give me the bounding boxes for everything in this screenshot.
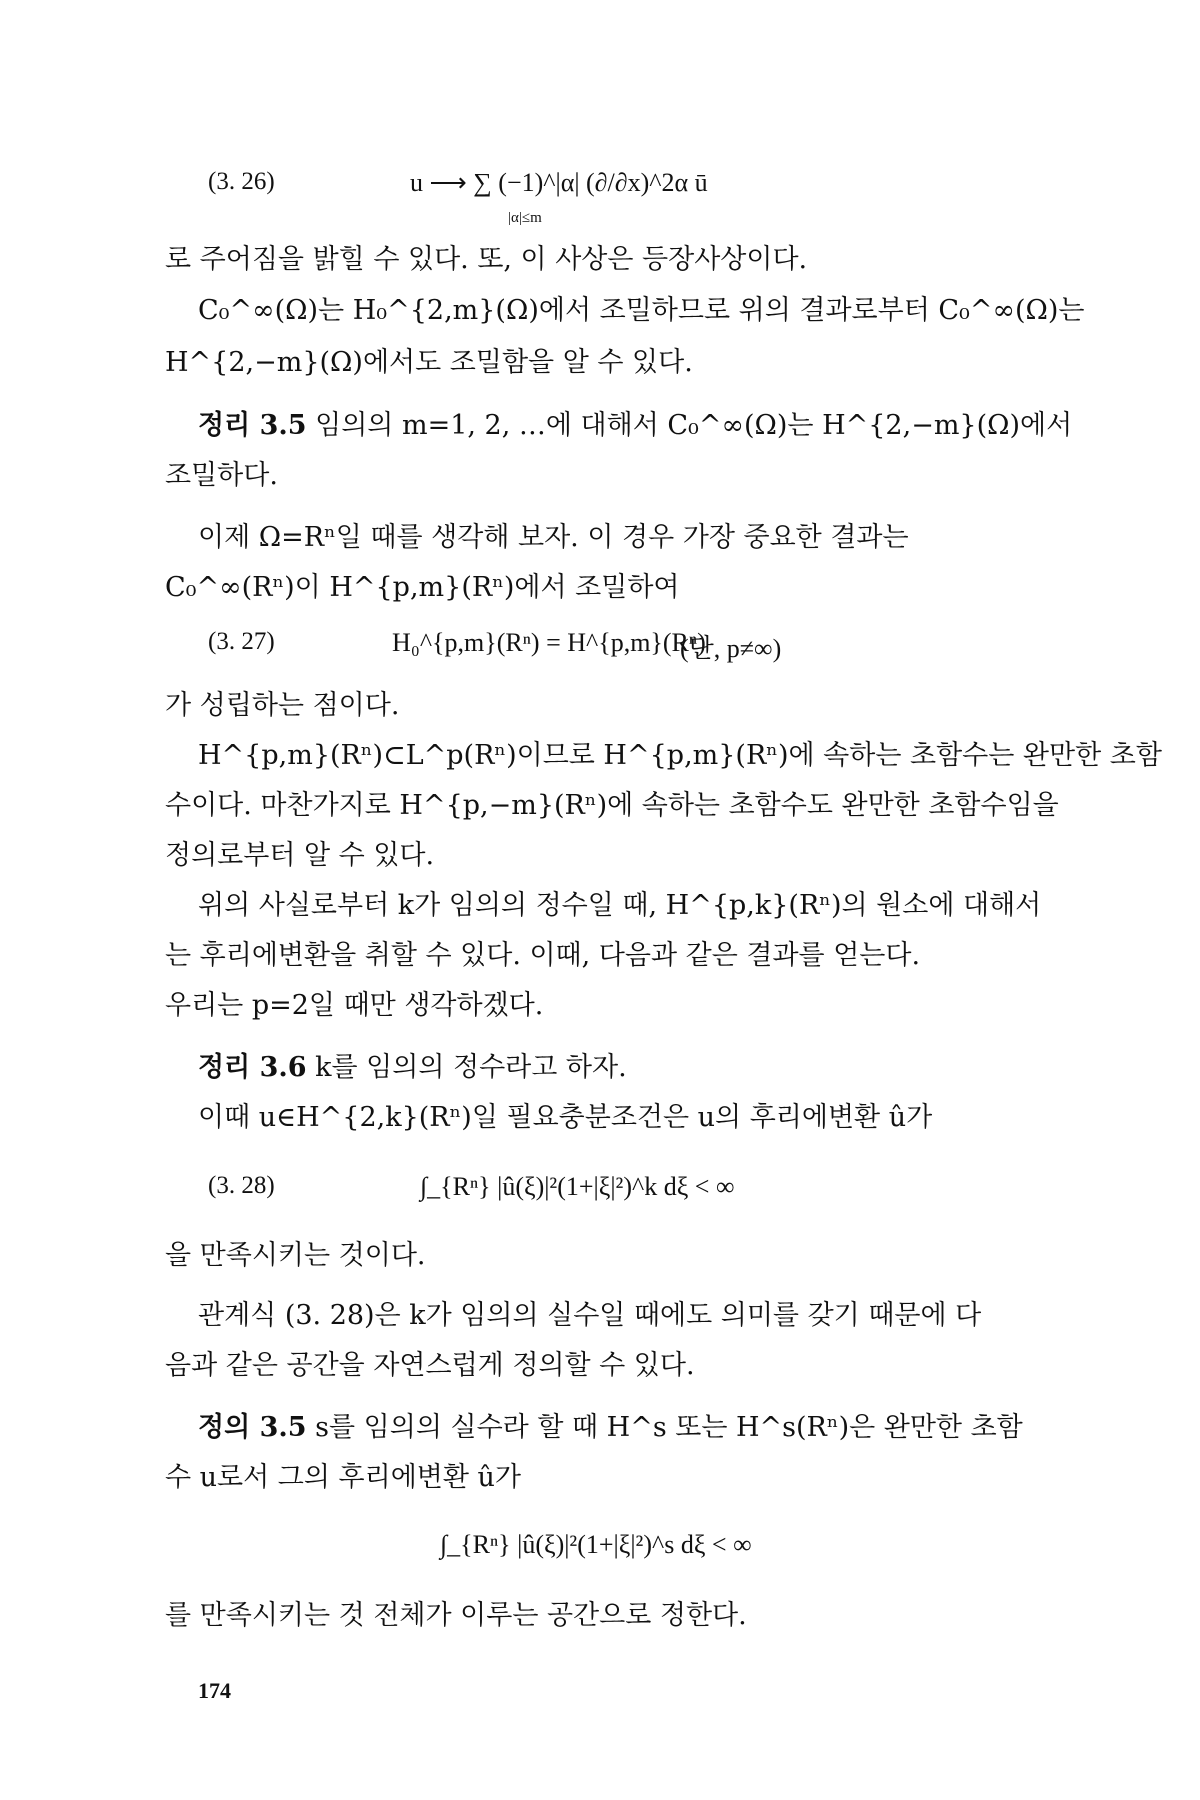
text-line: H^{p,m}(Rⁿ)⊂L^p(Rⁿ)이므로 H^{p,m}(Rⁿ)에 속하는 초함수는 완만한 초함 bbox=[198, 740, 1162, 771]
equation-3-28: ∫_{Rⁿ} |û(ξ)|²(1+|ξ|²)^k dξ < ∞ bbox=[420, 1172, 735, 1201]
equation-3-26: u ⟶ ∑ (−1)^|α| (∂/∂x)^2α ū bbox=[410, 168, 708, 197]
theorem-text: 이때 u∈H^{2,k}(Rⁿ)일 필요충분조건은 u의 후리에변환 û가 bbox=[198, 1102, 933, 1133]
equation-3-27-condition: (단, p≠∞) bbox=[680, 634, 782, 663]
theorem-3-6 bbox=[198, 1050, 627, 1086]
equation-number-3-28: (3. 28) bbox=[208, 1172, 275, 1199]
text-line: 관계식 (3. 28)은 k가 임의의 실수일 때에도 의미를 갖기 때문에 다 bbox=[198, 1300, 982, 1331]
definition-text: s를 임의의 실수라 할 때 H^s 또는 H^s(Rⁿ)은 완만한 초함 bbox=[315, 1412, 1023, 1443]
text-line: C₀^∞(Rⁿ)이 H^{p,m}(Rⁿ)에서 조밀하여 bbox=[165, 572, 680, 603]
definition-3-5 bbox=[198, 1410, 1023, 1446]
text-line: 정의로부터 알 수 있다. bbox=[165, 840, 435, 871]
equation-3-27: H₀^{p,m}(Rⁿ) = H^{p,m}(Rⁿ) bbox=[392, 628, 706, 657]
text-line: 로 주어짐을 밝힐 수 있다. 또, 이 사상은 등장사상이다. bbox=[165, 244, 808, 275]
definition-text: 수 u로서 그의 후리에변환 û가 bbox=[165, 1462, 522, 1493]
text-line: H^{2,−m}(Ω)에서도 조밀함을 알 수 있다. bbox=[165, 347, 693, 378]
text-line: 을 만족시키는 것이다. bbox=[165, 1240, 426, 1271]
text-line: 를 만족시키는 것 전체가 이루는 공간으로 정한다. bbox=[165, 1600, 747, 1631]
theorem-text: 임의의 m=1, 2, …에 대해서 C₀^∞(Ω)는 H^{2,−m}(Ω)에서 bbox=[315, 410, 1073, 441]
theorem-text: 조밀하다. bbox=[165, 460, 278, 491]
text-line: 는 후리에변환을 취할 수 있다. 이때, 다음과 같은 결과를 얻는다. bbox=[165, 940, 921, 971]
text-line: 수이다. 마찬가지로 H^{p,−m}(Rⁿ)에 속하는 초함수도 완만한 초함수임을 bbox=[165, 790, 1059, 821]
text-line: 가 성립하는 점이다. bbox=[165, 690, 400, 721]
equation-number-3-27: (3. 27) bbox=[208, 628, 275, 655]
equation-number-3-26: (3. 26) bbox=[208, 168, 275, 195]
page-number: 174 bbox=[198, 1678, 231, 1703]
text-line: C₀^∞(Ω)는 H₀^{2,m}(Ω)에서 조밀하므로 위의 결과로부터 C₀^∞(Ω)는 bbox=[198, 295, 1085, 326]
theorem-3-5 bbox=[198, 408, 1072, 444]
text-line: 위의 사실로부터 k가 임의의 정수일 때, H^{p,k}(Rⁿ)의 원소에 대해서 bbox=[198, 890, 1042, 921]
theorem-label: 정리 3.5 bbox=[198, 410, 307, 441]
equation-definition: ∫_{Rⁿ} |û(ξ)|²(1+|ξ|²)^s dξ < ∞ bbox=[440, 1530, 752, 1559]
definition-label: 정의 3.5 bbox=[198, 1412, 307, 1443]
equation-3-26-subscript: |α|≤m bbox=[508, 210, 542, 226]
text-line: 우리는 p=2일 때만 생각하겠다. bbox=[165, 990, 544, 1021]
theorem-label: 정리 3.6 bbox=[198, 1052, 307, 1083]
text-line: 음과 같은 공간을 자연스럽게 정의할 수 있다. bbox=[165, 1350, 695, 1381]
text-line: 이제 Ω=Rⁿ일 때를 생각해 보자. 이 경우 가장 중요한 결과는 bbox=[198, 522, 909, 553]
theorem-text: k를 임의의 정수라고 하자. bbox=[315, 1052, 627, 1083]
